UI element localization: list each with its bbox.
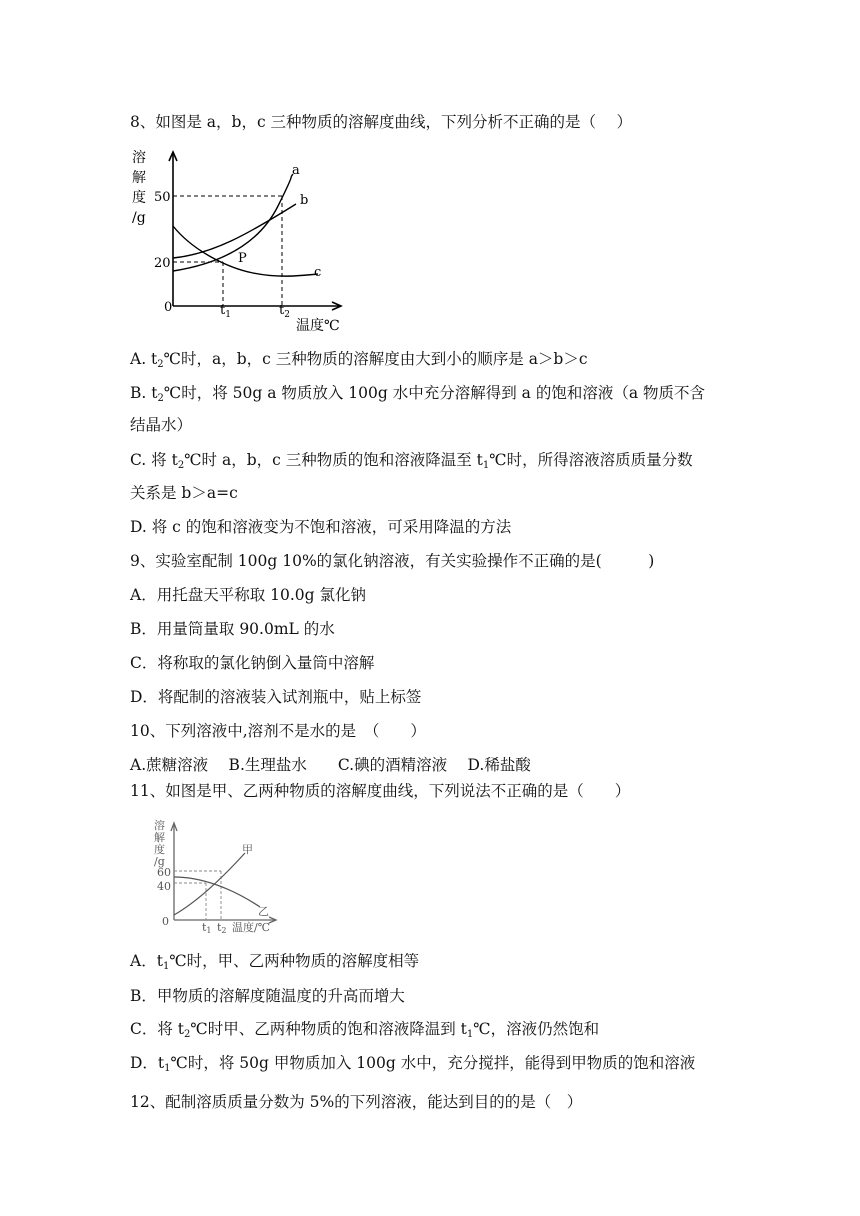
- curve-jia: [174, 853, 245, 915]
- q10-stem: 10、下列溶液中,溶剂不是水的是 （ ）: [130, 722, 426, 740]
- q9-option-c: C．将称取的氯化钠倒入量筒中溶解: [130, 654, 375, 672]
- curve-a: [173, 174, 293, 271]
- q8-option-d: D. 将 c 的饱和溶液变为不饱和溶液，可采用降温的方法: [130, 518, 512, 536]
- q8-curve-a-label: a: [292, 163, 300, 178]
- q11-y-label-4: /g: [154, 855, 165, 868]
- q8-option-b-cont: 结晶水）: [130, 416, 193, 434]
- q8-origin: 0: [164, 300, 173, 315]
- q10-options: A.蔗糖溶液 B.生理盐水 C.碘的酒精溶液 D.稀盐酸: [130, 756, 531, 774]
- q9-option-b: B．用量筒量取 90.0mL 的水: [130, 620, 335, 638]
- q8-solubility-graph: [128, 146, 368, 336]
- q8-option-b: B. $t_2℃$时，将 50g a 物质放入 100g 水中充分溶解得到 a 的饱和溶液（a 物质不含: [130, 384, 705, 404]
- curve-b: [173, 204, 296, 258]
- q8-graph-axes: [169, 152, 341, 310]
- q11-tick-t2: t2: [217, 921, 227, 935]
- q8-curve-b-label: b: [300, 193, 309, 208]
- q8-graph-dashes: [173, 196, 282, 306]
- q8-y-label-2: 解: [132, 170, 146, 186]
- q11-origin: 0: [162, 915, 169, 928]
- q11-y-label-1: 溶: [154, 819, 165, 832]
- q8-option-c-cont: 关系是 b＞a=c: [130, 484, 238, 502]
- q11-tick-40: 40: [157, 880, 171, 893]
- q8-option-c: C. 将 $t_2℃$时 a，b，c 三种物质的饱和溶液降温至 $t_1℃$时，所得溶液溶质质量分数: [130, 451, 693, 471]
- q8-y-label-1: 溶: [132, 150, 146, 166]
- q8-y-label-4: /g: [132, 210, 146, 226]
- q8-tick-t2: $t_2$: [279, 303, 290, 320]
- q11-y-label-2: 解: [154, 831, 165, 844]
- q8-tick-t1: $t_1$: [220, 303, 231, 320]
- q11-option-a: A．$t_1℃$时，甲、乙两种物质的溶解度相等: [130, 952, 420, 972]
- q11-tick-t1: t1: [202, 921, 212, 935]
- q11-x-label: 温度/℃: [232, 921, 271, 934]
- q11-curve-jia-label: 甲: [242, 843, 253, 856]
- q8-tick-20: 20: [154, 256, 171, 271]
- q8-x-label: 温度℃: [296, 318, 340, 334]
- q8-tick-50: 50: [154, 190, 171, 205]
- q9-option-a: A．用托盘天平称取 10.0g 氯化钠: [130, 586, 366, 604]
- q11-y-label-3: 度: [154, 843, 165, 856]
- q8-curve-c-label: c: [314, 265, 322, 280]
- q9-option-d: D．将配制的溶液装入试剂瓶中，贴上标签: [130, 688, 422, 706]
- q11-option-d: D．$t_1℃$时，将 50g 甲物质加入 100g 水中，充分搅拌，能得到甲物质的饱和溶液: [130, 1054, 696, 1074]
- q11-solubility-graph: [150, 815, 290, 935]
- q11-option-b: B．甲物质的溶解度随温度的升高而增大: [130, 987, 405, 1005]
- q8-y-label-3: 度: [132, 190, 146, 206]
- q8-option-a: A. $t_2℃$时，a，b，c 三种物质的溶解度由大到小的顺序是 a＞b＞c: [130, 350, 588, 370]
- q12-stem: 12、配制溶质质量分数为 5%的下列溶液，能达到目的的是（ ）: [130, 1093, 583, 1111]
- q9-stem: 9、实验室配制 100g 10%的氯化钠溶液，有关实验操作不正确的是( ): [130, 552, 655, 570]
- q11-graph-dashes: [174, 871, 221, 920]
- q11-tick-60: 60: [157, 866, 171, 879]
- q8-point-p: P: [238, 251, 247, 266]
- q8-stem: 8、如图是 a，b，c 三种物质的溶解度曲线，下列分析不正确的是（ ）: [130, 113, 632, 131]
- q11-stem: 11、如图是甲、乙两种物质的溶解度曲线，下列说法不正确的是（ ）: [130, 782, 631, 800]
- q11-curve-yi-label: 乙: [258, 905, 269, 918]
- q11-option-c: C．将 $t_2℃$时甲、乙两种物质的饱和溶液降温到 $t_1℃$，溶液仍然饱和: [130, 1020, 600, 1040]
- q11-graph-curves: [174, 853, 260, 915]
